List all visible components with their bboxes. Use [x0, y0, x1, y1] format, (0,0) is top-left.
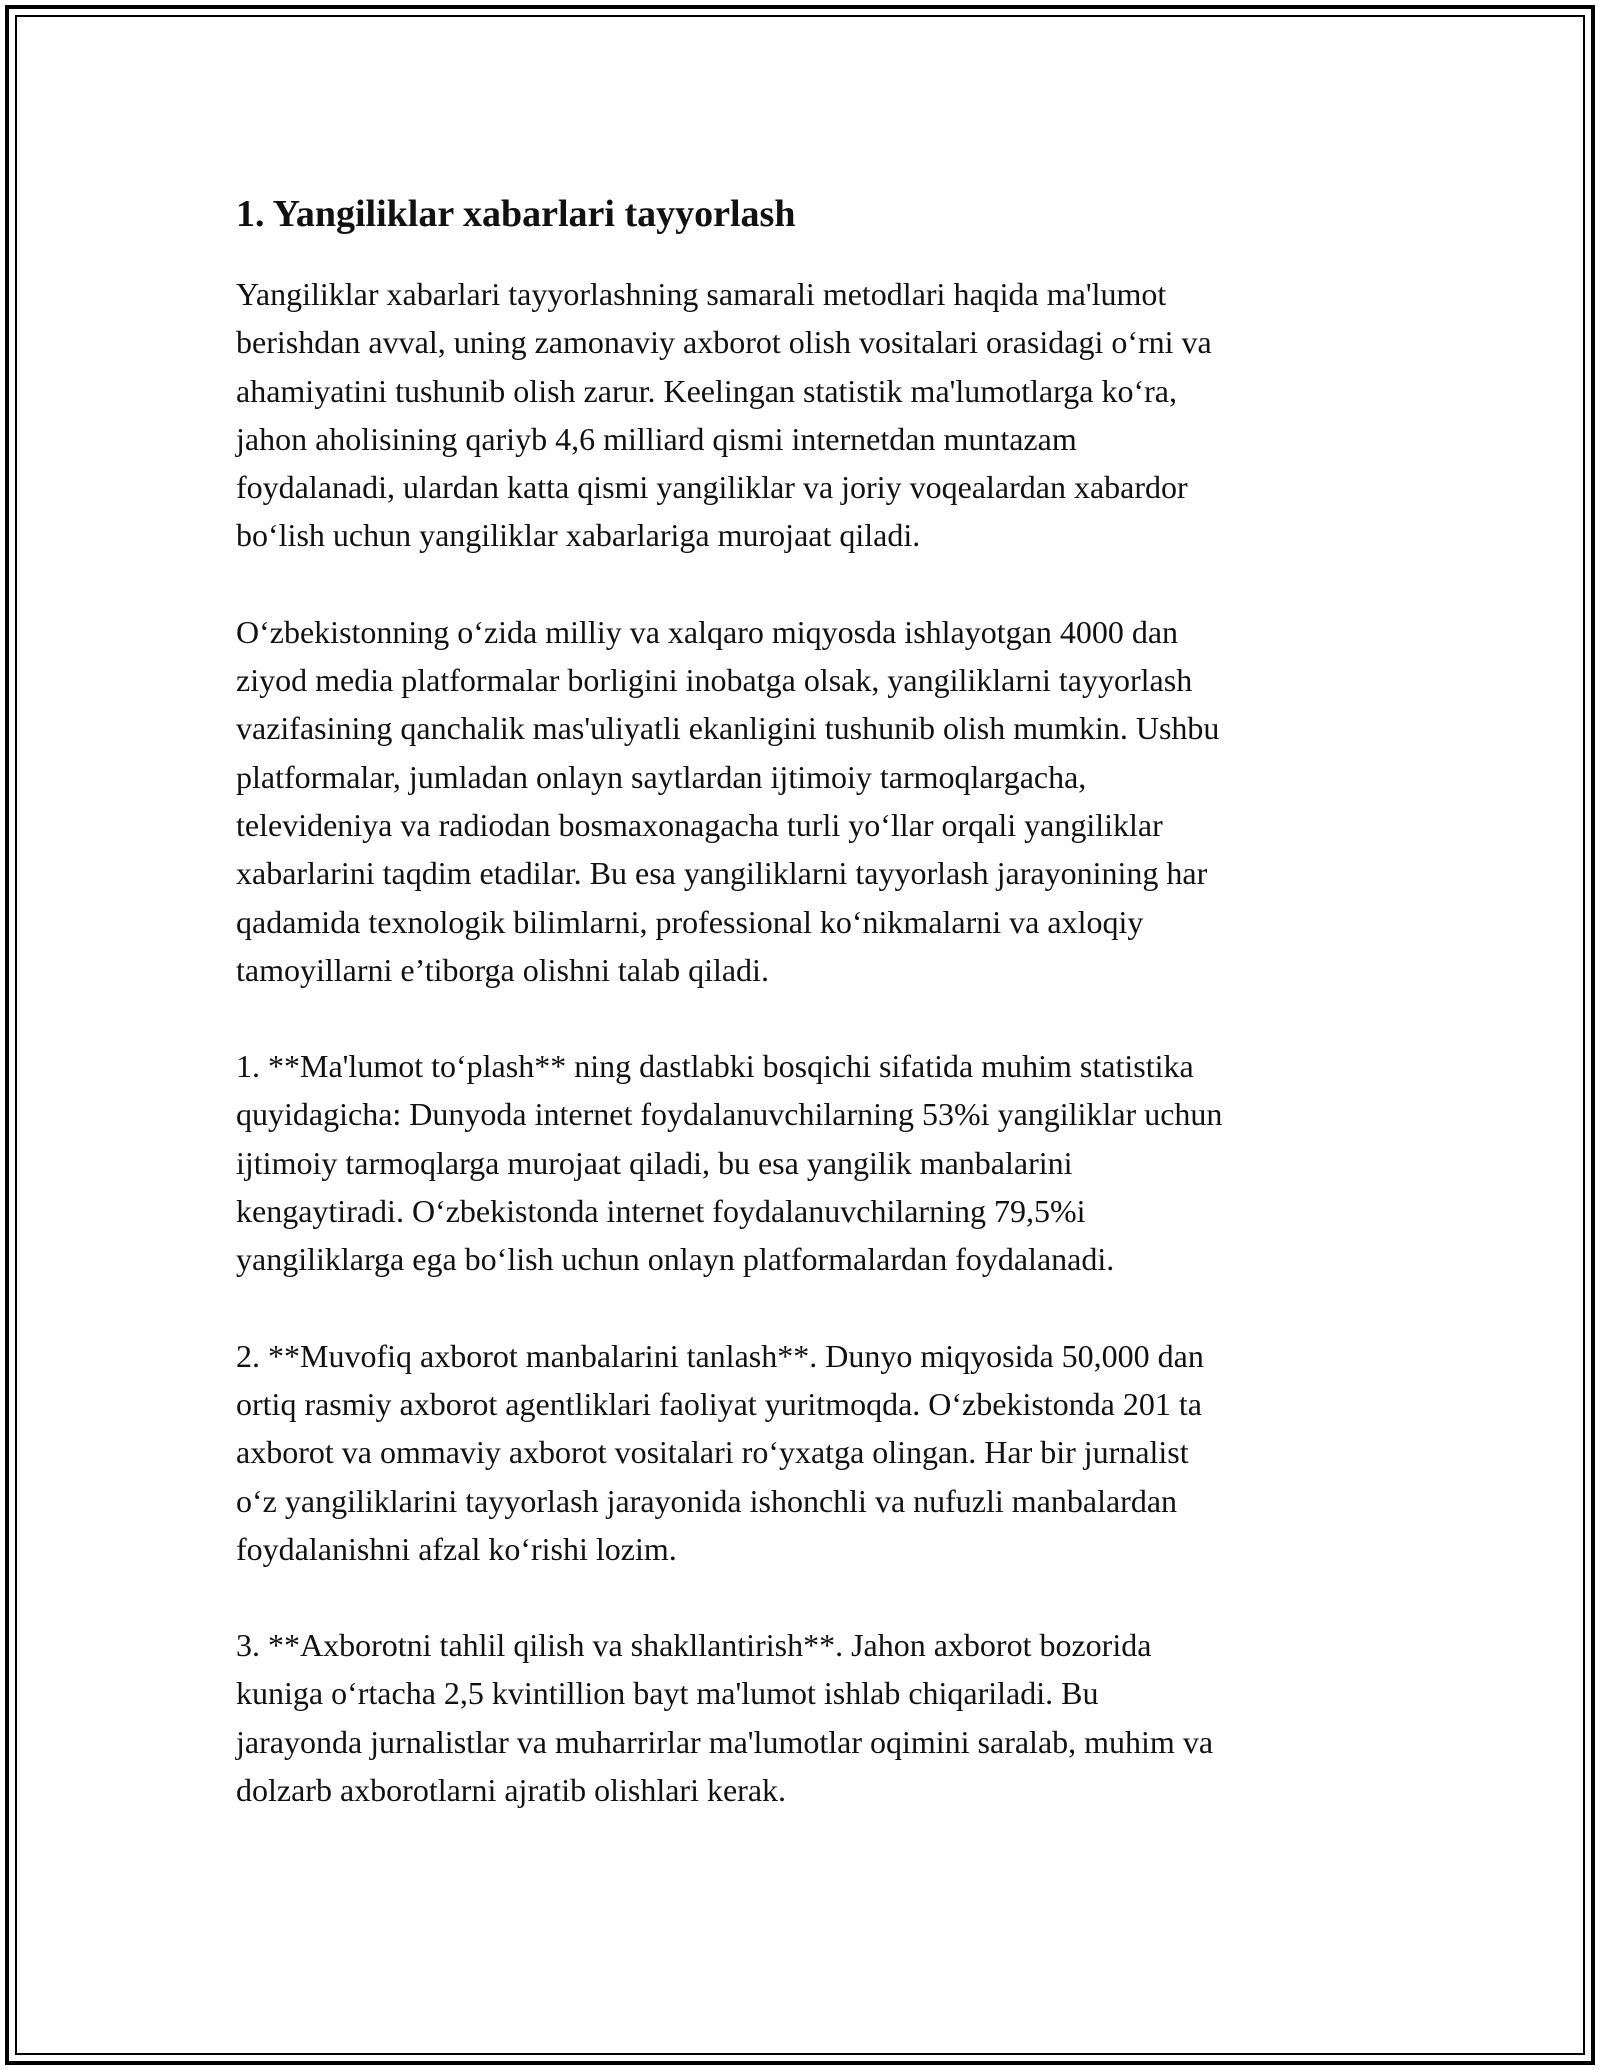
intro-paragraph: Yangiliklar xabarlari tayyorlashning samarali metodlari haqida ma'lumot berishdan avval, uning zamonaviy axborot olish vositalari orasidagi o‘rni va ahamiyatini tushunib olish zarur. Keelingan statistik ma'lumotlarga ko‘ra, jahon aholisining qariyb 4,6 milliard qismi internetdan muntazam foydalanadi, ulardan katta qismi yangiliklar va joriy voqealardan xabardor bo‘lish uchun yangiliklar xabarlariga murojaat qiladi. [236, 276, 1212, 554]
media-platforms-paragraph: O‘zbekistonning o‘zida milliy va xalqaro miqyosda ishlayotgan 4000 dan ziyod media platformalar borligini inobatga olsak, yangiliklarni tayyorlash vazifasining qanchalik mas'uliyatli ekanligini tushunib olish mumkin. Ushbu platformalar, jumladan onlayn saytlardan ijtimoiy tarmoqlargacha, televideniya va radiodan bosmaxonagacha turli yo‘llar orqali yangiliklar xabarlarini taqdim etadilar. Bu esa yangiliklarni tayyorlash jarayonining har qadamida texnologik bilimlarni, professional ko‘nikmalarni va axloqiy tamoyillarni e’tiborga olishni talab qiladi. [236, 613, 1220, 988]
section-title: 1. Yangiliklar xabarlari tayyorlash [236, 193, 796, 235]
document-body [236, 186, 1386, 1862]
list-item-information-gathering: 1. **Ma'lumot to‘plash** ning dastlabki bosqichi sifatida muhim statistika quyidagicha: Dunyoda internet foydalanuvchilarning 53%i yangiliklar uchun ijtimoiy tarmoqlarga murojaat qiladi, bu esa yangilik manbalarini kengaytiradi. O‘zbekistonda internet foydalanuvchilarning 79,5%i yangiliklarga ega bo‘lish uchun onlayn platformalardan foydalanadi. [236, 1048, 1223, 1278]
list-item-source-selection: 2. **Muvofiq axborot manbalarini tanlash**. Dunyo miqyosida 50,000 dan ortiq rasmiy axborot agentliklari faoliyat yuritmoqda. O‘zbekistonda 201 ta axborot va ommaviy axborot vositalari ro‘yxatga olingan. Har bir jurnalist o‘z yangiliklarini tayyorlash jarayonida ishonchli va nufuzli manbalardan foydalanishni afzal ko‘rishi lozim. [236, 1337, 1204, 1567]
list-item-analysis: 3. **Axborotni tahlil qilish va shakllantirish**. Jahon axborot bozorida kuniga o‘rtacha 2,5 kvintillion bayt ma'lumot ishlab chiqariladi. Bu jarayonda jurnalistlar va muharrirlar ma'lumotlar oqimini saralab, muhim va dolzarb axborotlarni ajratib olishlari kerak. [236, 1627, 1214, 1809]
